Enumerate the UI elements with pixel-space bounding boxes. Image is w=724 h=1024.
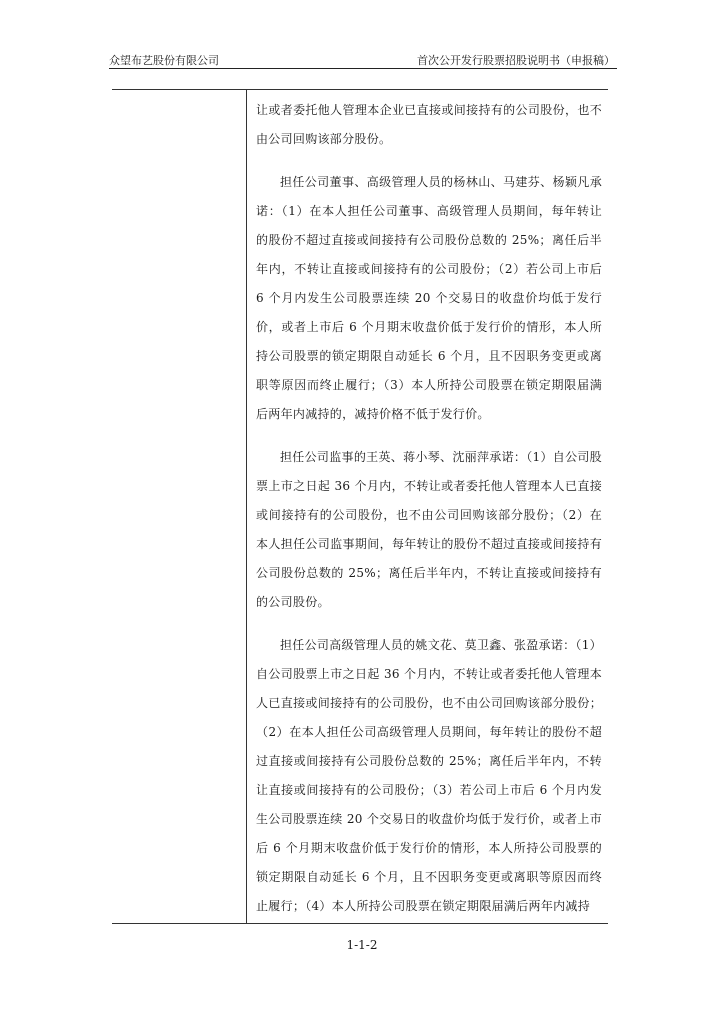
- paragraph-continued: 让或者委托他人管理本企业已直接或间接持有的公司股份，也不由公司回购该部分股份。: [256, 103, 602, 146]
- document-title: 首次公开发行股票招股说明书（申报稿）: [417, 54, 615, 67]
- page-header: [109, 48, 617, 70]
- content-table: [112, 89, 608, 924]
- paragraph-supervisors-commitment: 担任公司监事的王英、蒋小琴、沈丽萍承诺：（1）自公司股票上市之日起 36 个月内，不转让或者委托他人管理本人已直接或间接持有的公司股份，也不由公司回购该部分股份；（2）在本人担任公司监事期间，每年转让的股份不超过直接或间接持有公司股份总数的 25%；离任后半年内，不转让直接或间接持有的公司股份。: [256, 450, 602, 609]
- paragraph-directors-commitment: 担任公司董事、高级管理人员的杨林山、马建芬、杨颖凡承诺：（1）在本人担任公司董事、高级管理人员期间，每年转让的股份不超过直接或间接持有公司股份总数的 25%；离任后半年内，不转让直接或间接持有的公司股份；（2）若公司上市后 6 个月内发生公司股票连续 20 个交易日的收盘价均低于发行价，或者上市后 6 个月期末收盘价低于发行价的情形，本人所持公司股票的锁定期限自动延长 6 个月，且不因职务变更或离职等原因而终止履行；（3）本人所持公司股票在锁定期限届满后两年内减持的，减持价格不低于发行价。: [256, 175, 602, 421]
- header-rule: [109, 68, 617, 69]
- column-divider: [246, 90, 247, 923]
- table-cell-text: [256, 96, 602, 935]
- paragraph-executives-commitment: 担任公司高级管理人员的姚文花、莫卫鑫、张盈承诺：（1）自公司股票上市之日起 36 个月内，不转让或者委托他人管理本人已直接或间接持有的公司股份，也不由公司回购该部分股份；（2）在本人担任公司高级管理人员期间，每年转让的股份不超过直接或间接持有公司股份总数的 25%；离任后半年内，不转让直接或间接持有的公司股份；（3）若公司上市后 6 个月内发生公司股票连续 20 个交易日的收盘价均低于发行价，或者上市后 6 个月期末收盘价低于发行价的情形，本人所持公司股票的锁定期限自动延长 6 个月，且不因职务变更或离职等原因而终止履行；（4）本人所持公司股票在锁定期限届满后两年内减持: [256, 638, 602, 913]
- page-number: 1-1-2: [346, 938, 378, 952]
- company-name: 众望布艺股份有限公司: [109, 54, 219, 67]
